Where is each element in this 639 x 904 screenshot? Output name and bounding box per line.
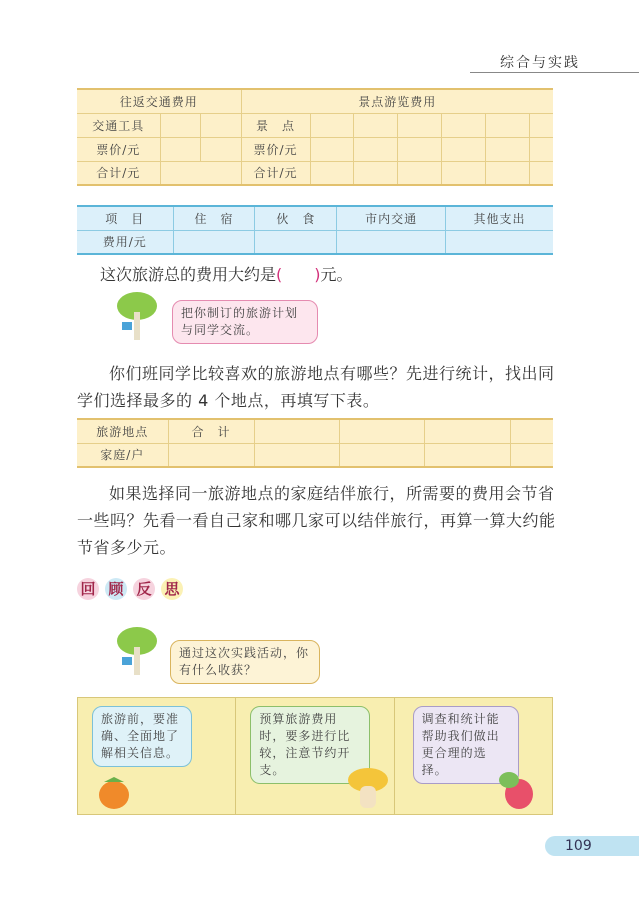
table-header: 往返交通费用	[77, 89, 241, 113]
plant-character-icon	[112, 625, 162, 680]
table-cell[interactable]	[486, 161, 530, 185]
table-cell[interactable]	[486, 113, 530, 137]
table-cell[interactable]	[160, 137, 200, 161]
table-cell[interactable]	[173, 230, 255, 254]
row-label: 费用/元	[77, 230, 173, 254]
heading-char: 顾	[105, 578, 127, 600]
mushroom-character-icon	[346, 766, 391, 814]
row-label: 票价/元	[241, 137, 310, 161]
reflection-radish	[395, 698, 552, 814]
table-cell[interactable]	[425, 419, 510, 443]
speech-bubble: 通过这次实践活动，你有什么收获？	[170, 640, 320, 684]
reflection-panel	[77, 697, 553, 815]
total-cost-unit: 元。	[320, 265, 353, 284]
heading-char: 反	[133, 578, 155, 600]
table-cell[interactable]	[398, 161, 442, 185]
review-heading	[77, 578, 189, 600]
row-label: 旅游地点	[77, 419, 168, 443]
table-cell[interactable]	[339, 419, 424, 443]
table-cell[interactable]	[255, 230, 337, 254]
table-cell[interactable]	[529, 161, 553, 185]
table-cell[interactable]	[398, 113, 442, 137]
table-header: 其他支出	[445, 206, 553, 230]
paragraph: 你们班同学比较喜欢的旅游地点有哪些？先进行统计，找出同学们选择最多的 4 个地点，再填写下表。	[77, 364, 555, 410]
table-header: 景点游览费用	[241, 89, 553, 113]
row-label: 家庭/户	[77, 443, 168, 467]
section-title: 综合与实践	[500, 55, 580, 71]
row-label: 票价/元	[77, 137, 160, 161]
table-cell[interactable]	[398, 137, 442, 161]
table-header: 市内交通	[337, 206, 446, 230]
row-label: 合计/元	[77, 161, 160, 185]
header-divider	[470, 72, 639, 73]
table-cell[interactable]	[354, 137, 398, 161]
heading-char: 回	[77, 578, 99, 600]
table-cell[interactable]	[529, 137, 553, 161]
table-cell[interactable]	[160, 161, 241, 185]
table-header: 住 宿	[173, 206, 255, 230]
reflection-tomato	[78, 698, 236, 814]
radish-character-icon	[495, 768, 537, 812]
row-label: 景 点	[241, 113, 310, 137]
total-cost-text: 这次旅游总的费用大约是	[100, 265, 277, 284]
table-cell[interactable]	[310, 161, 354, 185]
table-cell[interactable]	[160, 113, 200, 137]
table-cell[interactable]	[445, 230, 553, 254]
row-label: 合计/元	[241, 161, 310, 185]
table-header: 项 目	[77, 206, 173, 230]
reflection-mushroom	[236, 698, 394, 814]
table-header: 伙 食	[255, 206, 337, 230]
table-cell[interactable]	[200, 113, 241, 137]
paragraph: 如果选择同一旅游地点的家庭结伴旅行，所需要的费用会节省一些吗？先看一看自己家和哪几家可以结伴旅行，再算一算大约能节省多少元。	[77, 484, 556, 557]
table-cell[interactable]	[310, 137, 354, 161]
table-cell[interactable]	[339, 443, 424, 467]
table-cell[interactable]	[425, 443, 510, 467]
table-cell[interactable]	[442, 137, 486, 161]
table-header: 合 计	[168, 419, 254, 443]
table-cell[interactable]	[337, 230, 446, 254]
table-cell[interactable]	[254, 419, 339, 443]
table-cell[interactable]	[354, 161, 398, 185]
answer-blank[interactable]: ( )	[276, 265, 321, 284]
table-cell[interactable]	[510, 419, 553, 443]
heading-char: 思	[161, 578, 183, 600]
table-cell[interactable]	[354, 113, 398, 137]
table-cell[interactable]	[168, 443, 254, 467]
speech-bubble: 预算旅游费用时，要多进行比较，注意节约开支。	[250, 706, 370, 784]
plant-character-icon	[112, 290, 162, 345]
page-number: 109	[545, 836, 639, 856]
table-cell[interactable]	[442, 113, 486, 137]
table-cell[interactable]	[486, 137, 530, 161]
table-cell[interactable]	[254, 443, 339, 467]
table-cell[interactable]	[310, 113, 354, 137]
table-cell[interactable]	[200, 137, 241, 161]
total-cost-line	[100, 262, 353, 285]
speech-bubble: 旅游前，要准确、全面地了解相关信息。	[92, 706, 192, 767]
table-cell[interactable]	[529, 113, 553, 137]
speech-bubble: 把你制订的旅游计划与同学交流。	[172, 300, 318, 344]
speech-bubble: 调查和统计能帮助我们做出更合理的选择。	[413, 706, 519, 784]
row-label: 交通工具	[77, 113, 160, 137]
destination-table	[77, 418, 553, 468]
tomato-character-icon	[92, 773, 137, 811]
table-cell[interactable]	[442, 161, 486, 185]
expense-table	[77, 205, 553, 255]
transport-sightseeing-cost-table	[77, 88, 553, 186]
table-cell[interactable]	[510, 443, 553, 467]
